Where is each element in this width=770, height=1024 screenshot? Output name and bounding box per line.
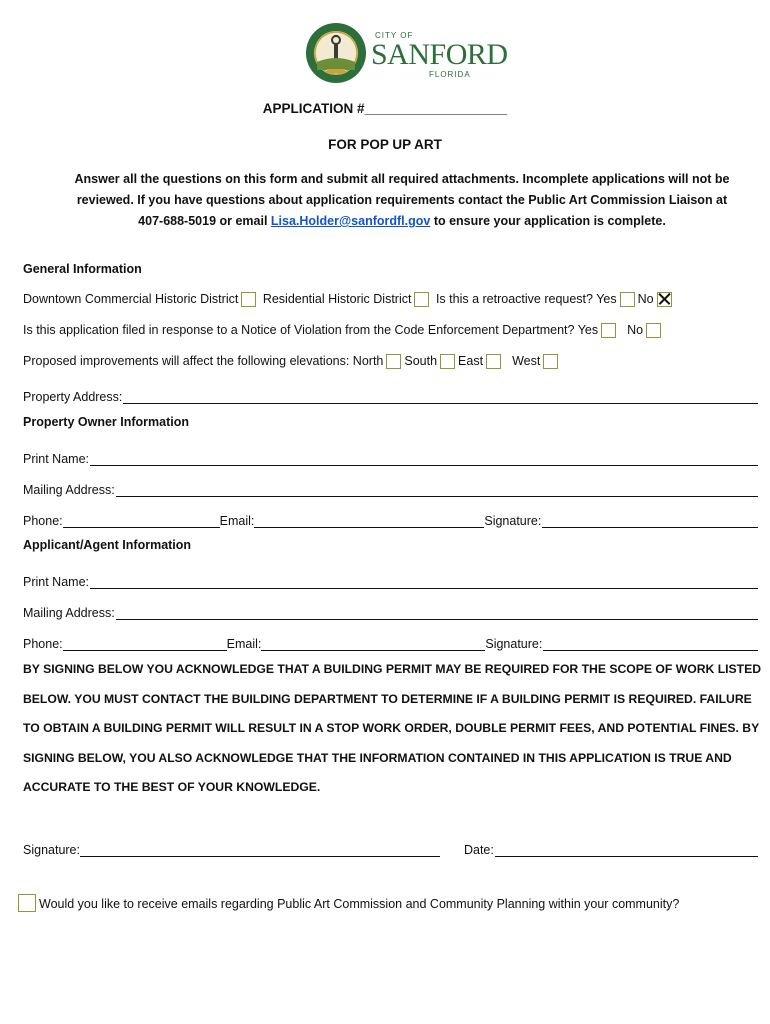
logo-city-of: CITY OF: [375, 31, 414, 40]
general-info-heading: General Information: [23, 262, 142, 276]
applicant-name-field: [23, 569, 758, 589]
east-label: East: [458, 354, 484, 368]
applicant-email-label: Email:: [226, 637, 262, 651]
owner-mailing-label: Mailing Address:: [23, 483, 115, 497]
property-address-input[interactable]: [123, 390, 758, 404]
elevations-row: [23, 354, 758, 374]
residential-label: Residential Historic District: [262, 292, 412, 306]
instructions: [70, 169, 734, 232]
retroactive-question: Is this a retroactive request? Yes: [435, 292, 617, 306]
south-checkbox[interactable]: [440, 354, 455, 369]
downtown-checkbox[interactable]: [241, 292, 256, 307]
liaison-email-link[interactable]: Lisa.Holder@sanfordfl.gov: [270, 214, 431, 228]
elevations-question: Proposed improvements will affect the following elevations: North: [23, 354, 384, 368]
applicant-mailing-label: Mailing Address:: [23, 606, 115, 620]
owner-contact-field: [23, 508, 758, 528]
west-checkbox[interactable]: [543, 354, 558, 369]
property-address-label: Property Address:: [23, 390, 123, 404]
violation-no-label: No: [627, 323, 644, 337]
applicant-email-input[interactable]: [261, 637, 485, 651]
owner-phone-input[interactable]: [63, 514, 220, 528]
instructions-text-end: to ensure your application is complete.: [430, 214, 666, 228]
email-optin-row: [18, 894, 679, 912]
applicant-mailing-field: [23, 600, 758, 620]
applicant-contact-field: [23, 631, 758, 651]
owner-info-heading: Property Owner Information: [23, 415, 189, 429]
owner-signature-label: Signature:: [484, 514, 542, 528]
north-checkbox[interactable]: [386, 354, 401, 369]
retroactive-yes-checkbox[interactable]: [620, 292, 635, 307]
city-seal-icon: [305, 22, 367, 84]
downtown-label: Downtown Commercial Historic District: [23, 292, 239, 306]
owner-name-input[interactable]: [90, 452, 758, 466]
city-logo: [305, 22, 515, 86]
west-label: West: [512, 354, 541, 368]
owner-phone-label: Phone:: [23, 514, 63, 528]
property-address-field: [23, 384, 758, 404]
application-number: APPLICATION #___________________: [262, 101, 508, 116]
instructions-text: Answer all the questions on this form and submit all required attachments. Incomplete applications will not be reviewed. If you have questions about application requirements contact the Public Art Commission Liaison at 407-688-5019 or email: [74, 172, 730, 228]
permit-acknowledgement: BY SIGNING BELOW YOU ACKNOWLEDGE THAT A BUILDING PERMIT MAY BE REQUIRED FOR THE SCOPE OF WORK LISTED BELOW. YOU MUST CONTACT THE BUILDING DEPARTMENT TO DETERMINE IF A BUILDING PERMIT IS REQUIRED. FAILURE TO OBTAIN A BUILDING PERMIT WILL RESULT IN A STOP WORK ORDER, DOUBLE PERMIT FEES, AND POTENTIAL FINES. BY SIGNING BELOW, YOU ALSO ACKNOWLEDGE THAT THE INFORMATION CONTAINED IN THIS APPLICATION IS TRUE AND ACCURATE TO THE BEST OF YOUR KNOWLEDGE.: [23, 662, 762, 794]
owner-email-input[interactable]: [254, 514, 484, 528]
email-optin-label: Would you like to receive emails regarding Public Art Commission and Community Planning within your community?: [39, 897, 680, 911]
signoff-date-input[interactable]: [495, 843, 758, 857]
owner-name-field: [23, 446, 758, 466]
applicant-name-label: Print Name:: [23, 575, 89, 589]
retroactive-no-checkbox[interactable]: [657, 292, 672, 307]
signoff-signature-input[interactable]: [80, 843, 440, 857]
applicant-mailing-input[interactable]: [116, 606, 758, 620]
signoff-signature-label: Signature:: [23, 843, 80, 857]
email-optin-checkbox[interactable]: [18, 894, 36, 912]
violation-no-checkbox[interactable]: [646, 323, 661, 338]
applicant-signature-label: Signature:: [485, 637, 543, 651]
applicant-signature-input[interactable]: [543, 637, 758, 651]
district-row: [23, 292, 758, 312]
applicant-phone-label: Phone:: [23, 637, 63, 651]
owner-name-label: Print Name:: [23, 452, 89, 466]
logo-state: FLORIDA: [429, 70, 471, 79]
applicant-name-input[interactable]: [90, 575, 758, 589]
violation-row: [23, 323, 758, 343]
form-title: FOR POP UP ART: [328, 137, 442, 152]
south-label: South: [404, 354, 438, 368]
retroactive-no-label: No: [637, 292, 654, 306]
logo-city-name: SANFORD: [371, 38, 508, 71]
owner-mailing-field: [23, 477, 758, 497]
violation-yes-checkbox[interactable]: [601, 323, 616, 338]
owner-email-label: Email:: [219, 514, 255, 528]
owner-mailing-input[interactable]: [116, 483, 758, 497]
signoff-row: [23, 837, 758, 857]
applicant-info-heading: Applicant/Agent Information: [23, 538, 192, 552]
residential-checkbox[interactable]: [414, 292, 429, 307]
applicant-phone-input[interactable]: [63, 637, 227, 651]
owner-signature-input[interactable]: [542, 514, 758, 528]
east-checkbox[interactable]: [486, 354, 501, 369]
violation-question: Is this application filed in response to a Notice of Violation from the Code Enforcement Department? Yes: [23, 323, 599, 337]
signoff-date-label: Date:: [463, 843, 494, 857]
